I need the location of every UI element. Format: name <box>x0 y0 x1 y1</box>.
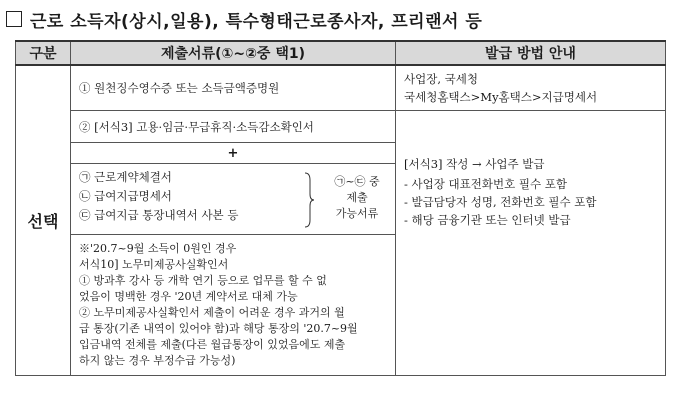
note-line-7: 입금내역 전체를 제출(다른 월급통장이 있었음에도 제출 <box>79 338 346 351</box>
issue-1-line2: 국세청홈택스>My홈택스>지급명세서 <box>404 90 598 104</box>
brace-note-line3: 가능서류 <box>335 207 379 220</box>
issue-cell-1 <box>396 65 666 111</box>
brace-note-line2: 제출 <box>346 191 368 204</box>
category-cell: 선택 <box>16 65 71 376</box>
issue-cell-2 <box>396 111 666 376</box>
note-line-4: 었음이 명백한 경우 '20년 계약서로 대체 가능 <box>79 290 298 303</box>
note-line-3: ① 방과후 강사 등 개학 연기 등으로 업무를 할 수 없 <box>79 274 327 287</box>
header-docs: 제출서류(①~②중 택1) <box>71 41 396 65</box>
issue-right-line4: - 해당 금융기관 또는 인터넷 발급 <box>404 213 571 227</box>
sub-doc-2: ㉡ 급여지급명세서 <box>79 189 172 203</box>
document-table <box>15 40 666 376</box>
checkbox-icon <box>6 11 22 27</box>
doc-option-2: ② [서식3] 고용·임금·무급휴직·소득감소확인서 <box>71 111 396 143</box>
issue-right-line2: - 사업장 대표전화번호 필수 포함 <box>404 177 567 191</box>
note-line-8: 하지 않는 경우 부정수급 가능성) <box>79 354 236 367</box>
row-1 <box>16 65 666 111</box>
plus-sign: + <box>71 143 396 164</box>
note-line-6: 급 통장(기존 내역이 있어야 함)과 해당 통장의 '20.7~9월 <box>79 322 358 335</box>
note-line-1: ※'20.7~9월 소득이 0원인 경우 <box>79 242 237 255</box>
note-cell <box>71 235 396 376</box>
issue-right-line3: - 발급담당자 성명, 전화번호 필수 포함 <box>404 195 597 209</box>
brace-note <box>327 174 387 222</box>
issue-1-line1: 사업장, 국세청 <box>404 72 478 86</box>
section-title-text: 근로 소득자(상시,일용), 특수형태근로종사자, 프리랜서 등 <box>30 11 483 32</box>
row-2 <box>16 111 666 143</box>
header-issue: 발급 방법 안내 <box>396 41 666 65</box>
issue-right-line1: [서식3] 작성 → 사업주 발급 <box>404 157 545 171</box>
right-brace-icon <box>304 172 314 228</box>
brace-note-line1: ㉠~㉢ 중 <box>334 175 380 188</box>
section-title <box>6 4 482 34</box>
sub-doc-1: ㉠ 근로계약체결서 <box>79 170 172 184</box>
sub-doc-3: ㉢ 급여지급 통장내역서 사본 등 <box>79 208 239 222</box>
note-line-5: ② 노무미제공사실확인서 제출이 어려운 경우 과거의 월 <box>79 306 345 319</box>
doc-option-1: ① 원천징수영수증 또는 소득금액증명원 <box>71 65 396 111</box>
header-category: 구분 <box>16 41 71 65</box>
header-row <box>16 41 666 65</box>
note-line-2: 서식10] 노무미제공사실확인서 <box>79 258 229 271</box>
sub-docs-cell <box>71 164 396 235</box>
